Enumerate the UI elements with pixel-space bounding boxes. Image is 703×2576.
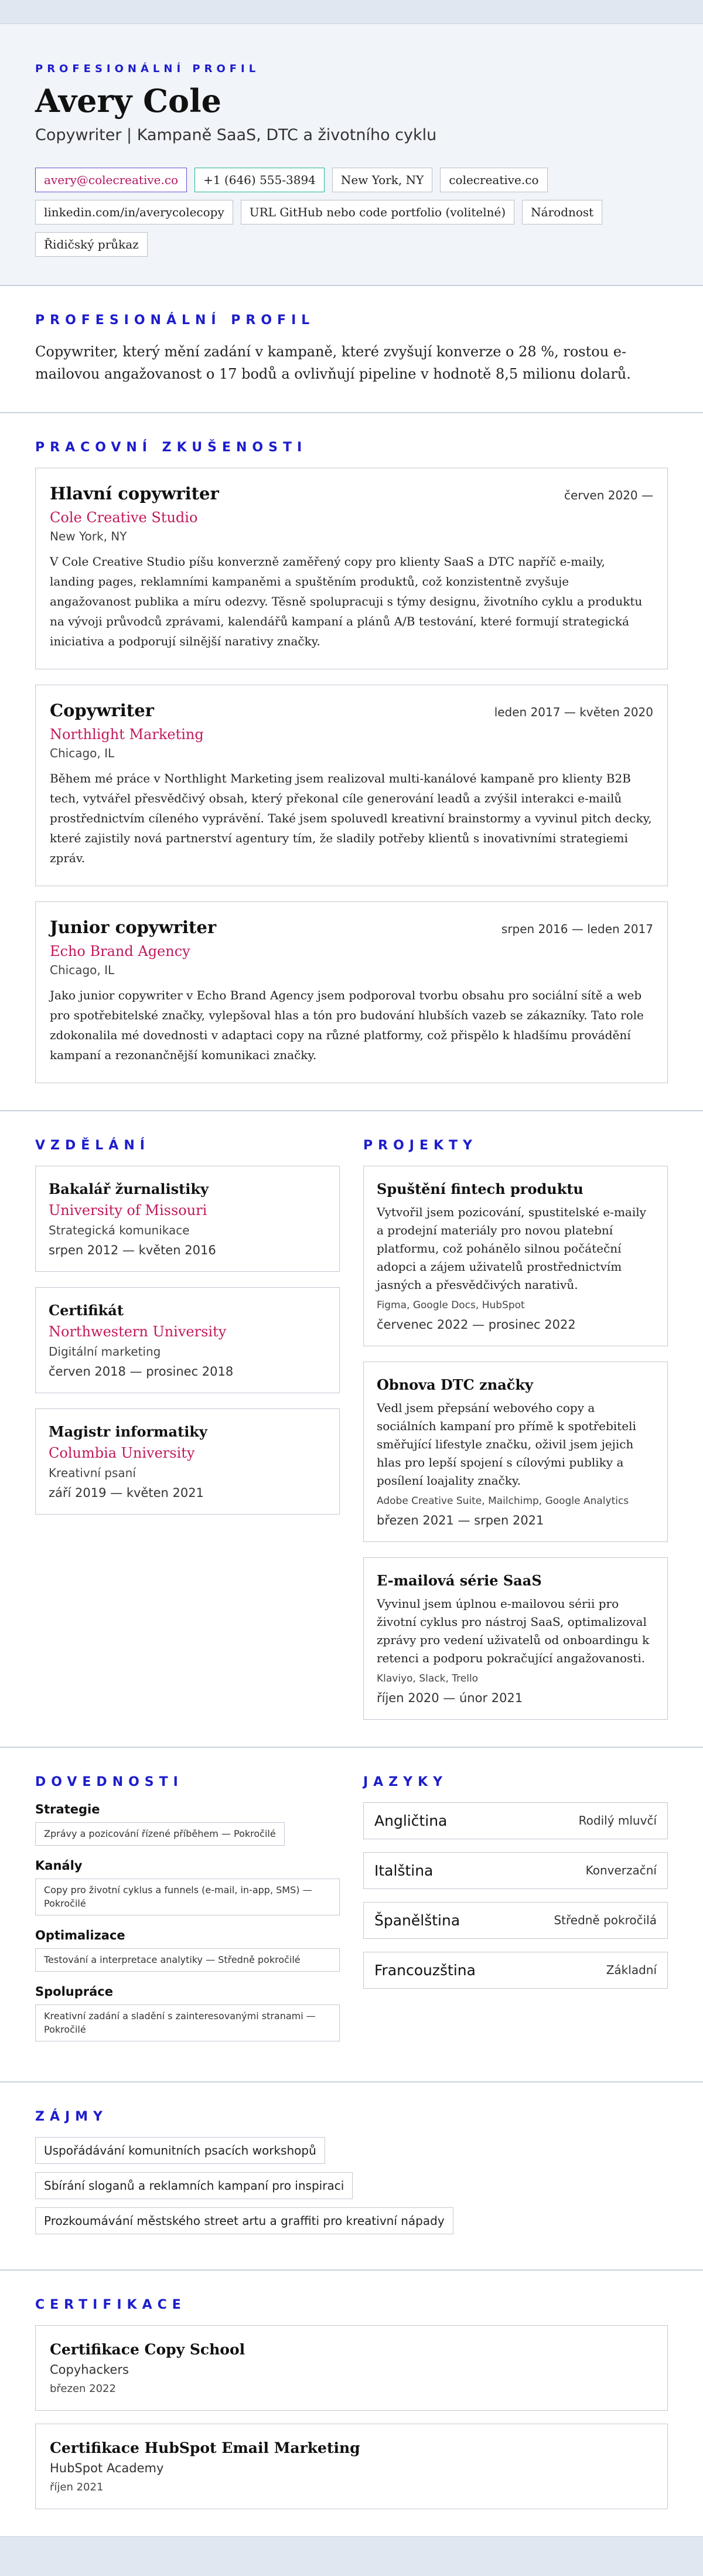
skill-group xyxy=(35,1802,340,1846)
education-projects-section xyxy=(0,1111,703,1747)
project-dates: březen 2021 — srpen 2021 xyxy=(377,1513,544,1528)
skill-group xyxy=(35,1985,340,2041)
education-field: Kreativní psaní xyxy=(49,1466,136,1481)
job-description: Jako junior copywriter v Echo Brand Agency jsem podporoval tvorbu obsahu pro sociální sítě a web pro spotřebitelské značky, vylepšoval hlas a tón pro budování hlubších vazeb se zákazníky. Tato role zdokonalila mé dovednosti v adaptaci copy na různé platformy, což přispělo k hladšímu provádění kampaní a rezonančnější komunikaci značky. xyxy=(50,988,644,1063)
skill-name: Kanály xyxy=(35,1859,83,1873)
projects-column xyxy=(363,1138,668,1719)
education-field: Strategická komunikace xyxy=(49,1223,190,1238)
language-level: Základní xyxy=(606,1963,657,1978)
language-name: Italština xyxy=(374,1862,434,1879)
job-title: Copywriter xyxy=(50,700,154,721)
skill-detail: Zprávy a pozicování řízené příběhem — Pokročilé xyxy=(35,1822,285,1846)
certification-title: Certifikace Copy School xyxy=(50,2341,245,2359)
language-row xyxy=(363,1902,668,1939)
project-tools: Adobe Creative Suite, Mailchimp, Google Analytics xyxy=(377,1495,629,1508)
job-entry xyxy=(35,901,668,1083)
job-company: Cole Creative Studio xyxy=(50,509,198,526)
job-description: Během mé práce v Northlight Marketing jsem realizoval multi-kanálové kampaně pro klienty B2B tech, vytvářel přesvědčivý obsah, který překonal cíle generování leadů a zvýšil interakci e-mailů prostřednictvím cíleného vyprávění. Také jsem spoluvedl kreativní brainstormy a vyvinul pitch decky, které zajistily nová partnerství agentury tím, že sladily potřeby klientů s inovativními strategiemi zpráv. xyxy=(50,771,652,866)
education-dates: září 2019 — květen 2021 xyxy=(49,1486,204,1500)
phone-chip[interactable]: +1 (646) 555-3894 xyxy=(194,168,325,192)
education-card xyxy=(35,1166,340,1272)
experience-section xyxy=(0,413,703,1111)
certification-date: říjen 2021 xyxy=(50,2481,104,2494)
education-dates: červen 2018 — prosinec 2018 xyxy=(49,1364,234,1379)
project-card xyxy=(363,1166,668,1346)
education-school: University of Missouri xyxy=(49,1202,207,1219)
interests-heading: ZÁJMY xyxy=(35,2109,108,2125)
skill-name: Strategie xyxy=(35,1802,100,1816)
job-location: Chicago, IL xyxy=(50,746,115,761)
summary-section xyxy=(0,286,703,414)
job-company: Echo Brand Agency xyxy=(50,943,190,960)
interests-section xyxy=(0,2082,703,2271)
skill-detail: Testování a interpretace analytiky — Středně pokročilé xyxy=(35,1948,340,1972)
skill-name: Optimalizace xyxy=(35,1928,125,1943)
education-field: Digitální marketing xyxy=(49,1345,161,1359)
skill-detail: Copy pro životní cyklus a funnels (e-mail, in-app, SMS) — Pokročilé xyxy=(35,1879,340,1915)
header-kicker: PROFESIONÁLNÍ PROFIL xyxy=(35,63,260,75)
project-tools: Klaviyo, Slack, Trello xyxy=(377,1673,479,1685)
education-column xyxy=(35,1138,340,1719)
project-title: E-mailová série SaaS xyxy=(377,1572,542,1590)
candidate-tagline: Copywriter | Kampaně SaaS, DTC a životního cyklu xyxy=(35,125,437,144)
job-dates: srpen 2016 — leden 2017 xyxy=(501,922,653,937)
license-chip: Řidičský průkaz xyxy=(35,232,148,257)
experience-heading: PRACOVNÍ ZKUŠENOSTI xyxy=(35,440,308,455)
education-degree: Certifikát xyxy=(49,1302,124,1319)
project-description: Vedl jsem přepsání webového copy a sociálních kampaní pro přímě k spotřebiteli směřující lifestyle značku, oživil jsem jejich hlas pro lepší spojení s cílovými publiky a posílení loajality značky. xyxy=(377,1401,636,1488)
job-title: Junior copywriter xyxy=(50,917,217,938)
github-chip[interactable]: URL GitHub nebo code portfolio (volitelné) xyxy=(241,200,514,224)
language-name: Angličtina xyxy=(374,1812,448,1829)
education-card xyxy=(35,1287,340,1393)
summary-text: Copywriter, který mění zadání v kampaně, které zvyšují konverze o 28 %, rostou e-mailovou angažovanost o 17 bodů a ovlivňují pipeline v hodnotě 8,5 milionu dolarů. xyxy=(35,343,631,383)
education-school: Columbia University xyxy=(49,1445,195,1462)
resume-header xyxy=(0,24,703,286)
education-dates: srpen 2012 — květen 2016 xyxy=(49,1243,216,1258)
email-chip[interactable]: avery@colecreative.co xyxy=(35,168,187,192)
languages-column xyxy=(363,1775,668,2054)
certifications-section xyxy=(0,2271,703,2536)
job-entry xyxy=(35,685,668,886)
languages-heading: JAZYKY xyxy=(363,1774,448,1789)
certification-issuer: Copyhackers xyxy=(50,2363,129,2377)
project-title: Spuštění fintech produktu xyxy=(377,1180,583,1198)
candidate-name: Avery Cole xyxy=(35,82,221,120)
project-card xyxy=(363,1557,668,1720)
certification-card xyxy=(35,2325,668,2411)
interest-item: Prozkoumávání městského street artu a graffiti pro kreativní nápady xyxy=(35,2207,453,2234)
certification-date: březen 2022 xyxy=(50,2383,116,2395)
job-location: Chicago, IL xyxy=(50,963,115,978)
language-level: Středně pokročilá xyxy=(554,1913,657,1928)
language-name: Francouzština xyxy=(374,1961,476,1979)
certification-card xyxy=(35,2424,668,2509)
summary-heading: PROFESIONÁLNÍ PROFIL xyxy=(35,312,315,328)
interest-item: Sbírání sloganů a reklamních kampaní pro inspiraci xyxy=(35,2172,353,2199)
skill-group xyxy=(35,1928,340,1972)
education-heading: VZDĚLÁNÍ xyxy=(35,1138,150,1153)
nationality-chip: Národnost xyxy=(522,200,602,224)
education-degree: Magistr informatiky xyxy=(49,1423,207,1441)
education-degree: Bakalář žurnalistiky xyxy=(49,1180,209,1198)
project-dates: červenec 2022 — prosinec 2022 xyxy=(377,1318,576,1332)
language-level: Konverzační xyxy=(585,1863,657,1878)
project-description: Vyvinul jsem úplnou e-mailovou sérii pro životní cyklus pro nástroj SaaS, optimalizoval zprávy pro vedení uživatelů od onboardingu k retenci a podporu pokračující angažovanosti. xyxy=(377,1597,650,1666)
projects-heading: PROJEKTY xyxy=(363,1138,477,1153)
skills-languages-section xyxy=(0,1748,703,2082)
project-tools: Figma, Google Docs, HubSpot xyxy=(377,1299,525,1312)
project-title: Obnova DTC značky xyxy=(377,1376,533,1394)
education-school: Northwestern University xyxy=(49,1323,227,1340)
education-card xyxy=(35,1408,340,1515)
skills-column xyxy=(35,1775,340,2054)
website-chip[interactable]: colecreative.co xyxy=(440,168,547,192)
project-dates: říjen 2020 — únor 2021 xyxy=(377,1690,523,1705)
certification-issuer: HubSpot Academy xyxy=(50,2461,164,2476)
language-row xyxy=(363,1952,668,1989)
linkedin-chip[interactable]: linkedin.com/in/averycolecopy xyxy=(35,200,233,224)
job-location: New York, NY xyxy=(50,529,127,544)
certification-title: Certifikace HubSpot Email Marketing xyxy=(50,2439,360,2457)
interest-item: Uspořádávání komunitních psacích workshopů xyxy=(35,2137,325,2164)
skills-heading: DOVEDNOSTI xyxy=(35,1774,183,1789)
job-title: Hlavní copywriter xyxy=(50,484,219,504)
job-description: V Cole Creative Studio píšu konverzně zaměřený copy pro klienty SaaS a DTC napříč e-maily, landing pages, reklamními kampaněmi a spuštěním produktů, což konzistentně zvyšuje angažovanost publika a míru odezvy. Těsně spolupracuji s týmy designu, životního cyklu a produktu na vývoji průvodců zprávami, kalendářů kampaní a plánů A/B testování, které formují strategická iniciativa a podporují silnější narativy značky. xyxy=(50,554,643,649)
certifications-heading: CERTIFIKACE xyxy=(35,2298,186,2313)
language-row xyxy=(363,1852,668,1889)
language-row xyxy=(363,1802,668,1839)
location-chip: New York, NY xyxy=(332,168,432,192)
job-dates: červen 2020 — xyxy=(564,488,653,503)
skill-group xyxy=(35,1859,340,1915)
language-name: Španělština xyxy=(374,1911,460,1929)
job-company: Northlight Marketing xyxy=(50,726,204,743)
language-level: Rodilý mluvčí xyxy=(578,1813,657,1828)
skill-name: Spolupráce xyxy=(35,1985,113,1999)
skill-detail: Kreativní zadání a sladění s zainteresovanými stranami — Pokročilé xyxy=(35,2005,340,2041)
project-card xyxy=(363,1362,668,1542)
job-entry xyxy=(35,468,668,669)
resume-page xyxy=(0,23,703,2537)
job-dates: leden 2017 — květen 2020 xyxy=(494,705,653,720)
project-description: Vytvořil jsem pozicování, spustitelské e-maily a prodejní materiály pro novou platební platformu, což pohánělo silnou počáteční adopci a zájem uživatelů prostřednictvím jasných a přesvědčivých narativů. xyxy=(377,1205,646,1292)
contact-chips xyxy=(35,168,668,257)
